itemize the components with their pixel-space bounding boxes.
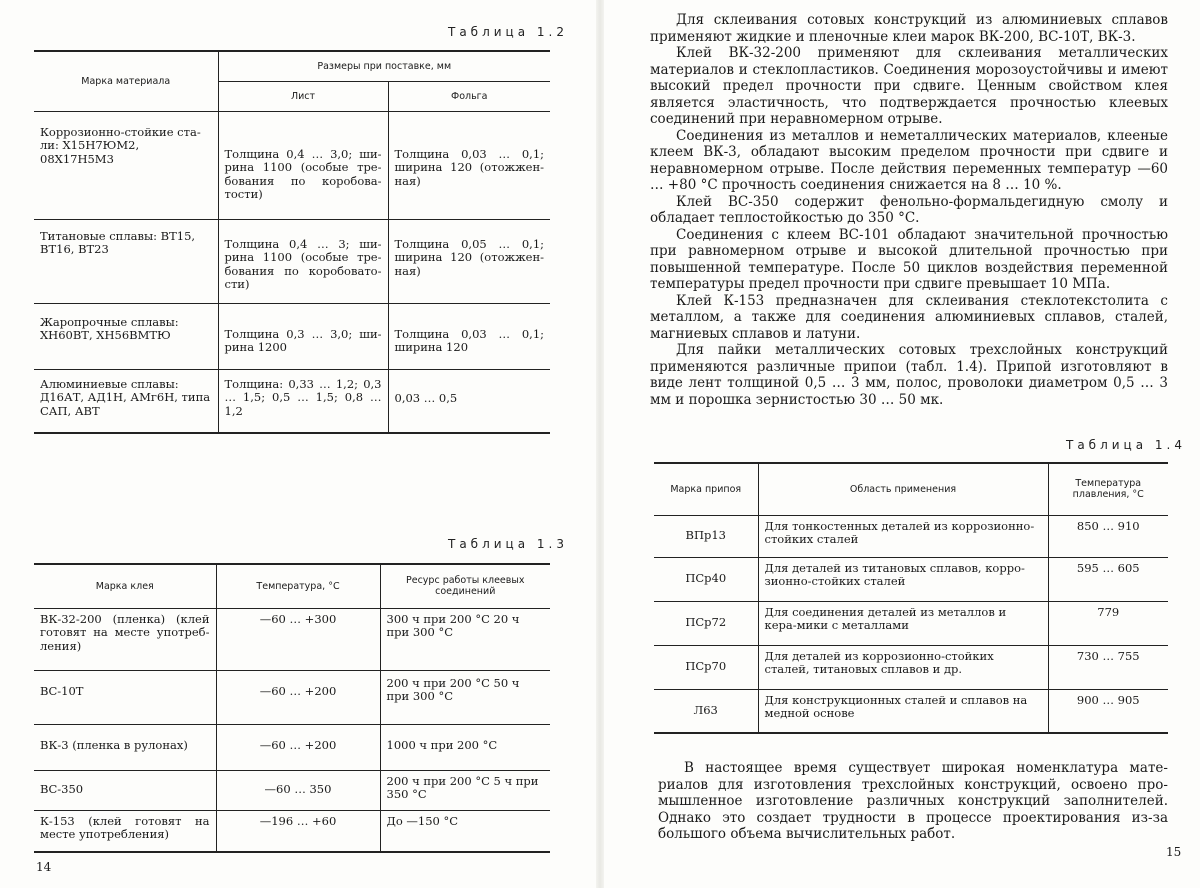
page-number: 15: [1166, 845, 1182, 859]
cell-glue: ВК-3 (пленка в рулонах): [34, 724, 216, 770]
cell-foil: Толщина 0,03 … 0,1; ширина 120: [388, 303, 550, 369]
cell-material: Алюминиевые сплавы: Д16АТ, АД1Н, АМг6Н, типа САП, АВТ: [34, 369, 218, 433]
table-row: [654, 557, 1168, 601]
cell-area: Для соединения деталей из металлов и кера-мики с металлами: [758, 601, 1048, 645]
cell-melt: 595 … 605: [1048, 557, 1168, 601]
table-row: [34, 608, 550, 670]
header-resource: Ресурс работы клеевых соединений: [380, 564, 550, 608]
cell-foil: 0,03 … 0,5: [388, 369, 550, 433]
cell-resource: 300 ч при 200 °С 20 ч при 300 °С: [380, 608, 550, 670]
table-row: [34, 369, 550, 433]
cell-area: Для деталей из титановых сплавов, корро-зионно-стойких сталей: [758, 557, 1048, 601]
table-row: [34, 303, 550, 369]
header-sizes: Размеры при поставке, мм: [218, 51, 550, 81]
table-row: [34, 219, 550, 303]
closing-text: [658, 760, 1168, 843]
cell-resource: До —150 °С: [380, 810, 550, 852]
cell-melt: 730 … 755: [1048, 645, 1168, 689]
cell-temp: —60 … +300: [216, 608, 380, 670]
cell-solder: ПСр40: [654, 557, 758, 601]
table-1-4: [654, 462, 1168, 734]
header-area: Область применения: [758, 463, 1048, 515]
table-row: [654, 689, 1168, 733]
cell-solder: ПСр70: [654, 645, 758, 689]
cell-melt: 850 … 910: [1048, 515, 1168, 557]
table-row: [34, 810, 550, 852]
left-page: [0, 0, 590, 888]
cell-melt: 900 … 905: [1048, 689, 1168, 733]
paragraph: Клей ВК-32-200 применяют для склеивания металлических материалов и стеклопластиков. Соединения морозоустойчивы и имеют высокий предел прочности при сдвиге. Ценным свойством клея является эластичность, что подтверждается прочностью клеевых соединений при неравномерном отрыве.: [650, 45, 1168, 127]
cell-resource: 200 ч при 200 °С 50 ч при 300 °С: [380, 670, 550, 724]
cell-glue: ВС-10Т: [34, 670, 216, 724]
cell-sheet: Толщина 0,4 … 3,0; ши-рина 1100 (особые тре-бования по коробова-тости): [218, 111, 388, 219]
right-page: [610, 0, 1200, 888]
header-temp: Температура, °С: [216, 564, 380, 608]
cell-material: Жаропрочные сплавы: ХН60ВТ, ХН56ВМТЮ: [34, 303, 218, 369]
table-row: [34, 770, 550, 810]
table-row: [654, 515, 1168, 557]
cell-resource: 1000 ч при 200 °С: [380, 724, 550, 770]
cell-glue: ВС-350: [34, 770, 216, 810]
paragraph: Для склеивания сотовых конструкций из алюминиевых сплавов применяют жидкие и пленочные клеи марок ВК-200, ВС-10Т, ВК-3.: [650, 12, 1168, 45]
cell-temp: —60 … +200: [216, 670, 380, 724]
table-1-3-caption: Таблица 1.3: [448, 537, 568, 551]
header-sheet: Лист: [218, 81, 388, 111]
cell-area: Для тонкостенных деталей из коррозионно-стойких сталей: [758, 515, 1048, 557]
cell-foil: Толщина 0,05 … 0,1; ширина 120 (отожжен-ная): [388, 219, 550, 303]
table-1-2-caption: Таблица 1.2: [448, 25, 568, 39]
paragraph: Соединения с клеем ВС-101 обладают значительной прочностью при равномерном отрыве и высокой длительной прочностью при повышенной температуре. После 50 циклов воздействия переменной температуры предел прочности при сдвиге превышает 10 МПа.: [650, 226, 1168, 292]
cell-sheet: Толщина: 0,33 … 1,2; 0,3 … 1,5; 0,5 … 1,5; 0,8 … 1,2: [218, 369, 388, 433]
cell-solder: ВПр13: [654, 515, 758, 557]
cell-glue: ВК-32-200 (пленка) (клей готовят на месте употреб-ления): [34, 608, 216, 670]
cell-area: Для деталей из коррозионно-стойких сталей, титановых сплавов и др.: [758, 645, 1048, 689]
paragraph: Клей К-153 предназначен для склеивания стеклотекстолита с металлом, а также для соединения алюминиевых сплавов, сталей, магниевых сплавов и латуни.: [650, 292, 1168, 342]
cell-area: Для конструкционных сталей и сплавов на медной основе: [758, 689, 1048, 733]
paragraph: Клей ВС-350 содержит фенольно-формальдегидную смолу и обладает теплостойкостью до 350 °С.: [650, 193, 1168, 226]
table-row: [654, 645, 1168, 689]
cell-temp: —60 … +200: [216, 724, 380, 770]
header-foil: Фольга: [388, 81, 550, 111]
cell-material: Коррозионно-стойкие ста-ли: Х15Н7ЮМ2, 08Х17Н5М3: [34, 111, 218, 219]
table-1-2: [34, 50, 550, 434]
cell-solder: Л63: [654, 689, 758, 733]
cell-temp: —196 … +60: [216, 810, 380, 852]
cell-sheet: Толщина 0,4 … 3; ши-рина 1100 (особые тре-бования по коробовато-сти): [218, 219, 388, 303]
body-text: [650, 12, 1168, 408]
table-1-3: [34, 563, 550, 853]
header-melt: Температура плавления, °С: [1048, 463, 1168, 515]
cell-solder: ПСр72: [654, 601, 758, 645]
book-gutter: [596, 0, 604, 888]
cell-glue: К-153 (клей готовят на месте употребления): [34, 810, 216, 852]
cell-material: Титановые сплавы: ВТ15, ВТ16, ВТ23: [34, 219, 218, 303]
paragraph: Соединения из металлов и неметаллических материалов, клееные клеем ВК-3, обладают высоким пределом прочности при сдвиге и неравномерном отрыве. После действия переменных температур —60 … +80 °С прочность соединения снижается на 8 … 10 %.: [650, 127, 1168, 193]
header-glue: Марка клея: [34, 564, 216, 608]
page-number: 14: [36, 860, 52, 874]
header-material: Марка материала: [34, 51, 218, 111]
table-1-4-caption: Таблица 1.4: [1066, 438, 1186, 452]
paragraph: В настоящее время существует широкая номенклатура мате-риалов для изготовления трехслойных конструкций, освоено про-мышленное изготовление различных конструкций заполнителей. Однако это создает трудности в процессе проектирования из-за большого объема вычислительных работ.: [658, 760, 1168, 842]
paragraph: Для пайки металлических сотовых трехслойных конструкций применяются различные припои (табл. 1.4). Припой изготовляют в виде лент толщиной 0,5 … 3 мм, полос, проволоки диаметром 0,5 … 3 мм и порошка зернистостью 30 … 50 мк.: [650, 342, 1168, 408]
cell-foil: Толщина 0,03 … 0,1; ширина 120 (отожжен-ная): [388, 111, 550, 219]
table-row: [34, 111, 550, 219]
cell-resource: 200 ч при 200 °С 5 ч при 350 °С: [380, 770, 550, 810]
header-solder: Марка припоя: [654, 463, 758, 515]
cell-melt: 779: [1048, 601, 1168, 645]
table-row: [654, 601, 1168, 645]
cell-sheet: Толщина 0,3 … 3,0; ши-рина 1200: [218, 303, 388, 369]
cell-temp: —60 … 350: [216, 770, 380, 810]
table-row: [34, 724, 550, 770]
table-row: [34, 670, 550, 724]
